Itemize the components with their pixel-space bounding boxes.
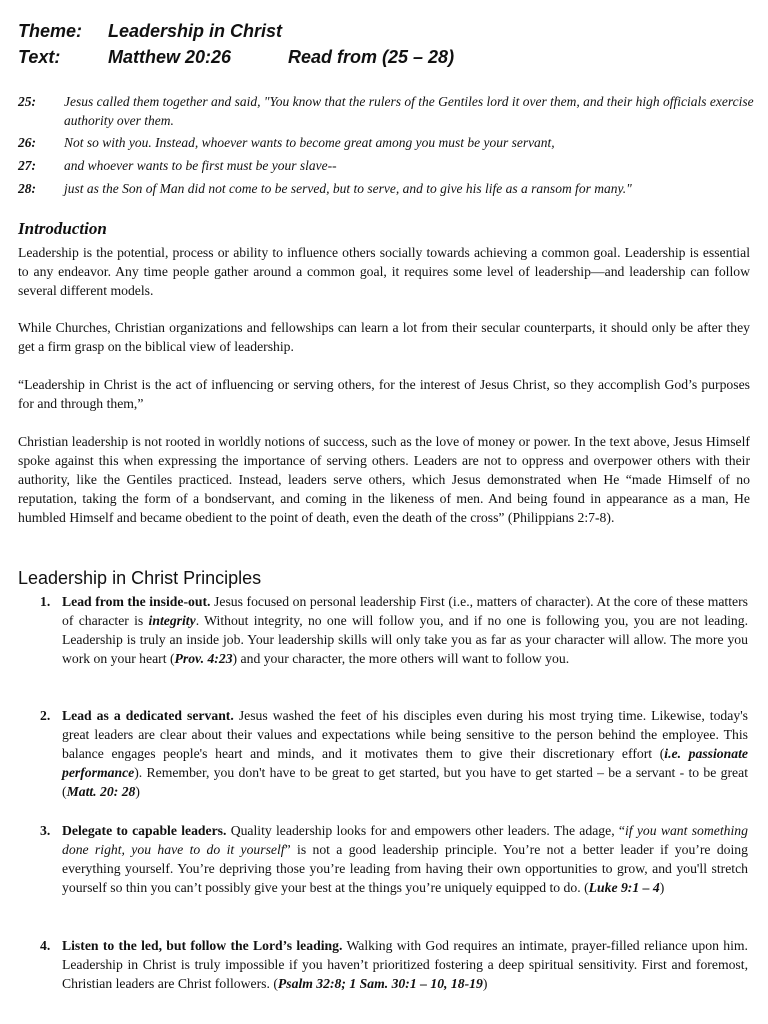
principle-text: . Without integrity, no one will follow you, and if no one is following you, you are not leading. Leadership is truly an inside job. Your leadership skills will only take you as far as your character will allow. The more you work on your heart ( <box>62 613 748 666</box>
verse-number: 26: <box>18 135 36 150</box>
principle-body <box>62 821 748 897</box>
emphasis: if you want something done right, you have to do it yourself <box>62 823 748 857</box>
principle-text: ) <box>659 880 665 895</box>
principle-body <box>62 706 748 801</box>
principle-text: ) <box>135 784 140 799</box>
principle-title: Lead from the inside-out. <box>62 594 211 609</box>
scripture-ref: Matt. 20: 28 <box>66 784 136 799</box>
intro-paragraph-1: Leadership is the potential, process or ability to influence others socially towards achieving a common goal. Leadership is essential to any endeavor. Any time people gather around a common goal, it requires some level of leadership—and leadership can follow several different models. <box>18 245 750 298</box>
principle-text: Walking with God requires an intimate, prayer-filled reliance upon him. Leadership in Christ is truly impossible if you haven’t prioritized fostering a deep spiritual sensitivity. First and foremost, Christian leaders are Christ followers. ( <box>62 938 748 991</box>
verse-text: Jesus called them together and said, "You know that the rulers of the Gentiles lord it over them, and their high officials exercise authority over them. <box>64 94 754 128</box>
principle-title: Listen to the led, but follow the Lord’s leading. <box>62 938 343 953</box>
verse-number: 28: <box>18 181 36 196</box>
principle-text: ) and your character, the more others will want to follow you. <box>232 651 570 666</box>
principle-body <box>62 936 748 993</box>
intro-quote: “Leadership in Christ is the act of influencing or serving others, for the interest of Jesus Christ, so they accomplish God’s purposes for and through them,” <box>18 377 750 411</box>
principle-text: ). Remember, you don't have to be great to get started, but you have to get started – be a servant - to be great ( <box>62 765 748 799</box>
read-from: Read from (25 – 28) <box>288 47 455 67</box>
theme-value: Leadership in Christ <box>108 21 283 41</box>
principle-text: ” is not a good leadership principle. You’re not a better leader if you’re doing everything yourself. You’re depriving those you’re leading from having their own opportunities to grow, and you'll stretch yourself so thin you can’t possibly give your best at the things you’re uniquely equipped to do. ( <box>62 842 748 895</box>
verse-number: 25: <box>18 94 36 109</box>
verse-text: just as the Son of Man did not come to be served, but to serve, and to give his life as a ransom for many." <box>64 181 632 196</box>
principle-number: 1. <box>40 594 51 609</box>
scripture-ref: Psalm 32:8; 1 Sam. 30:1 – 10, 18-19 <box>277 976 483 991</box>
theme-label: Theme: <box>18 21 83 41</box>
principle-title: Delegate to capable leaders. <box>62 823 227 838</box>
scripture-ref: Prov. 4:23 <box>174 651 233 666</box>
text-value: Matthew 20:26 <box>108 47 232 67</box>
principle-number: 4. <box>40 938 51 953</box>
scripture-ref: Luke 9:1 – 4 <box>588 880 660 895</box>
verse-number: 27: <box>18 158 36 173</box>
principle-number: 2. <box>40 708 51 723</box>
intro-paragraph-2: While Churches, Christian organizations and fellowships can learn a lot from their secular counterparts, it should only be after they get a firm grasp on the biblical view of leadership. <box>18 320 750 354</box>
principle-text: Quality leadership looks for and empowers other leaders. The adage, “ <box>226 823 625 838</box>
text-label: Text: <box>18 47 61 67</box>
principle-text: ) <box>482 976 488 991</box>
emphasis: integrity <box>148 613 196 628</box>
principle-number: 3. <box>40 823 51 838</box>
principles-heading: Leadership in Christ Principles <box>18 568 262 588</box>
verse-text: and whoever wants to be first must be your slave-- <box>64 158 337 173</box>
principle-text: Jesus washed the feet of his disciples even during his most trying time. Likewise, today's great leaders are clear about their values and expectations while being sensitive to the person behind the employee. This balance engages people's heart and minds, and it motivates them to give their discretionary effort ( <box>62 708 748 761</box>
verse-text: Not so with you. Instead, whoever wants to become great among you must be your servant, <box>64 135 555 150</box>
principle-body <box>62 592 748 668</box>
principle-text: Jesus focused on personal leadership First (i.e., matters of character). At the core of these matters of character is <box>62 594 749 628</box>
introduction-heading: Introduction <box>18 219 107 238</box>
emphasis: i.e. passionate performance <box>62 746 748 780</box>
principle-title: Lead as a dedicated servant. <box>62 708 234 723</box>
intro-paragraph-4: Christian leadership is not rooted in worldly notions of success, such as the love of money or power. In the text above, Jesus Himself spoke against this when expressing the importance of serving others. Leaders are not to oppress and overpower others with their authority, like the Gentiles practiced. Instead, leaders serve others, which Jesus demonstrated when He “made Himself of no reputation, taking the form of a bondservant, and coming in the likeness of men. And being found in appearance as a man, He humbled Himself and became obedient to the point of death, even the death of the cross” (Philippians 2:7-8). <box>18 434 750 525</box>
